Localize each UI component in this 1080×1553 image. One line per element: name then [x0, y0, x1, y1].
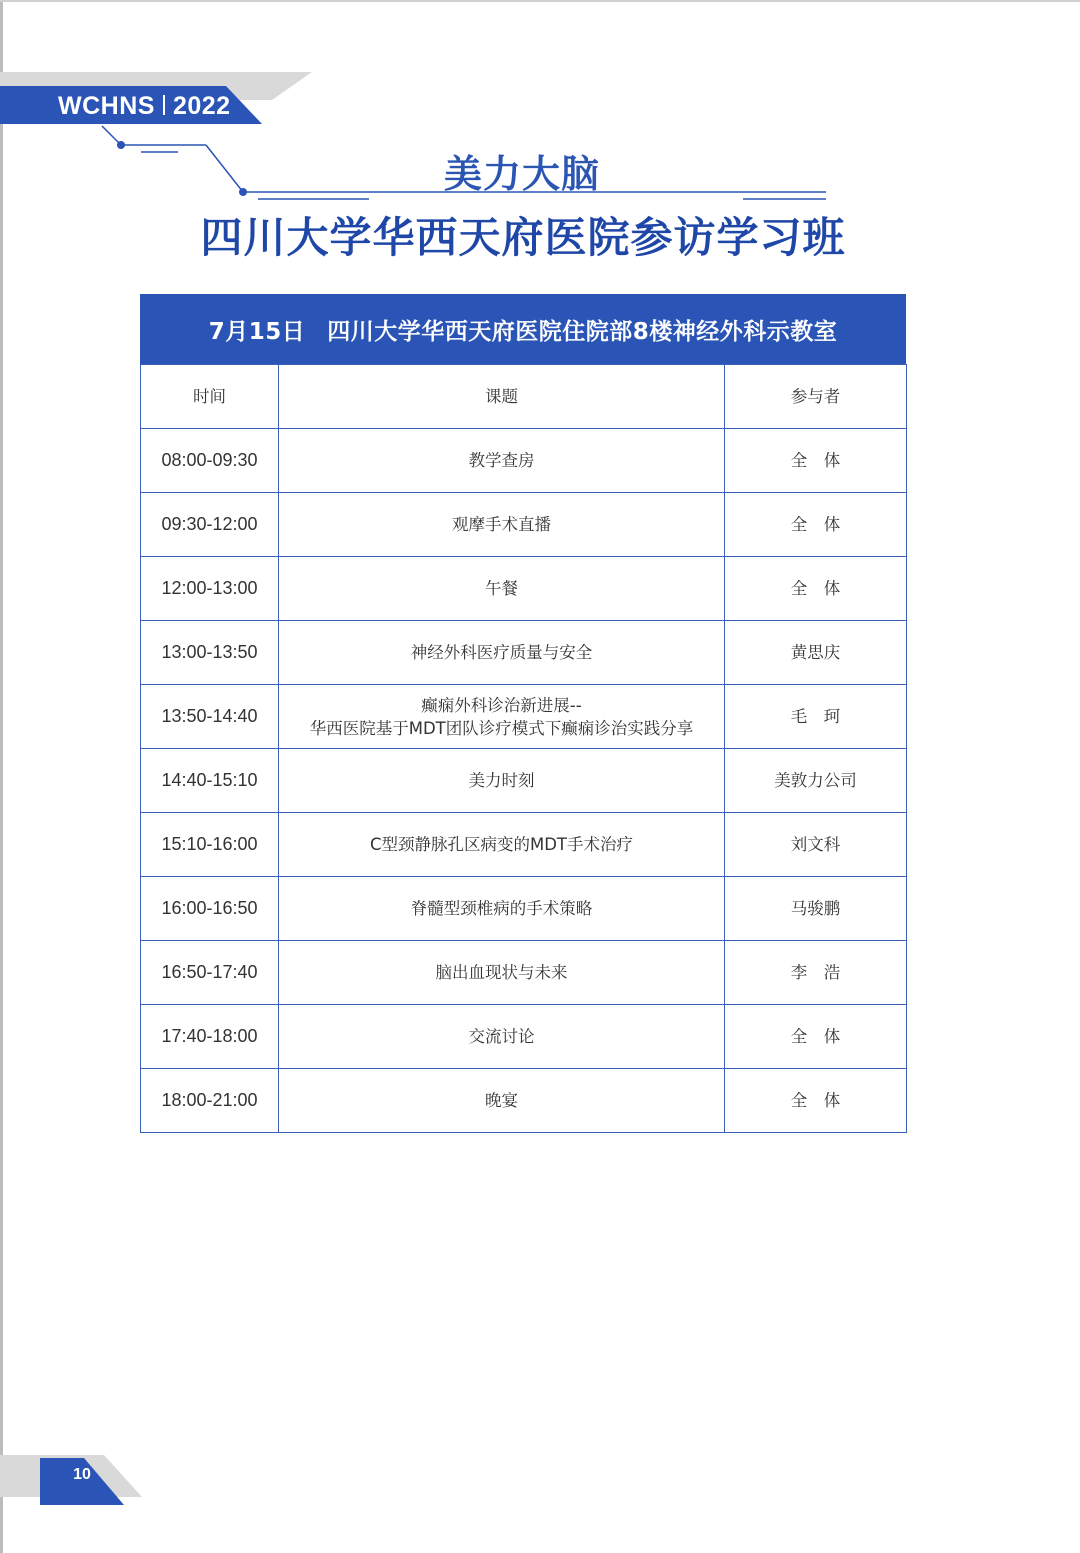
topic-line: 癫痫外科诊治新进展--	[421, 695, 582, 715]
column-header-row	[141, 365, 907, 429]
participant-cell: 马骏鹏	[725, 877, 907, 941]
topic-cell	[279, 877, 725, 941]
time-cell: 13:00-13:50	[141, 621, 279, 685]
topic-cell	[279, 813, 725, 877]
table-row	[141, 1005, 907, 1069]
time-cell: 14:40-15:10	[141, 749, 279, 813]
column-header-time: 时间	[141, 365, 279, 429]
time-cell: 15:10-16:00	[141, 813, 279, 877]
topic-line: 交流讨论	[468, 1027, 535, 1046]
participant-cell: 全 体	[725, 1005, 907, 1069]
topic-line: 午餐	[485, 579, 518, 598]
topic-line: 脑出血现状与未来	[435, 963, 568, 982]
table-row	[141, 493, 907, 557]
topic-line: 晚宴	[485, 1091, 518, 1110]
topic-cell	[279, 1069, 725, 1133]
column-header-topic: 课题	[279, 365, 725, 429]
table-row	[141, 1069, 907, 1133]
page-number: 10	[73, 1466, 91, 1483]
time-cell: 16:00-16:50	[141, 877, 279, 941]
participant-cell: 刘文科	[725, 813, 907, 877]
topic-cell	[279, 621, 725, 685]
participant-cell: 全 体	[725, 1069, 907, 1133]
time-cell: 08:00-09:30	[141, 429, 279, 493]
table-row	[141, 621, 907, 685]
badge-year: 2022	[172, 92, 231, 120]
topic-cell	[279, 685, 725, 749]
topic-line-2: 华西医院基于MDT团队诊疗模式下癫痫诊治实践分享	[309, 718, 694, 738]
table-row	[141, 813, 907, 877]
schedule-table	[140, 294, 906, 1133]
time-cell: 17:40-18:00	[141, 1005, 279, 1069]
topic-cell	[279, 941, 725, 1005]
conference-badge	[58, 88, 231, 124]
topic-cell	[279, 493, 725, 557]
participant-cell: 美敦力公司	[725, 749, 907, 813]
time-cell: 12:00-13:00	[141, 557, 279, 621]
time-cell: 16:50-17:40	[141, 941, 279, 1005]
topic-cell	[279, 557, 725, 621]
schedule-location: 四川大学华西天府医院住院部8楼神经外科示教室	[327, 318, 838, 345]
table-row	[141, 685, 907, 749]
table-row	[141, 557, 907, 621]
badge-acronym: WCHNS	[58, 92, 155, 120]
topic-cell	[279, 429, 725, 493]
time-cell: 13:50-14:40	[141, 685, 279, 749]
participant-cell: 黄思庆	[725, 621, 907, 685]
participant-cell: 全 体	[725, 557, 907, 621]
participant-cell: 全 体	[725, 493, 907, 557]
topic-line: C型颈静脉孔区病变的MDT手术治疗	[369, 835, 634, 854]
participant-cell: 李 浩	[725, 941, 907, 1005]
table-row	[141, 429, 907, 493]
column-header-participant: 参与者	[725, 365, 907, 429]
schedule-table-header	[140, 294, 906, 364]
table-row	[141, 941, 907, 1005]
table-row	[141, 877, 907, 941]
topic-line: 教学查房	[468, 451, 535, 470]
page-title: 四川大学华西天府医院参访学习班	[200, 213, 846, 262]
topic-line: 神经外科医疗质量与安全	[410, 643, 593, 662]
badge-separator	[163, 95, 165, 115]
schedule-grid	[140, 364, 907, 1133]
topic-line: 脊髓型颈椎病的手术策略	[410, 899, 593, 918]
time-cell: 18:00-21:00	[141, 1069, 279, 1133]
table-row	[141, 749, 907, 813]
topic-cell	[279, 1005, 725, 1069]
topic-cell	[279, 749, 725, 813]
topic-line: 美力时刻	[468, 771, 535, 790]
participant-cell: 毛 珂	[725, 685, 907, 749]
schedule-date: 7月15日	[208, 318, 306, 345]
footer-decoration	[0, 1455, 200, 1515]
page-subtitle: 美力大脑	[443, 152, 600, 196]
participant-cell: 全 体	[725, 429, 907, 493]
time-cell: 09:30-12:00	[141, 493, 279, 557]
topic-line: 观摩手术直播	[452, 515, 551, 534]
